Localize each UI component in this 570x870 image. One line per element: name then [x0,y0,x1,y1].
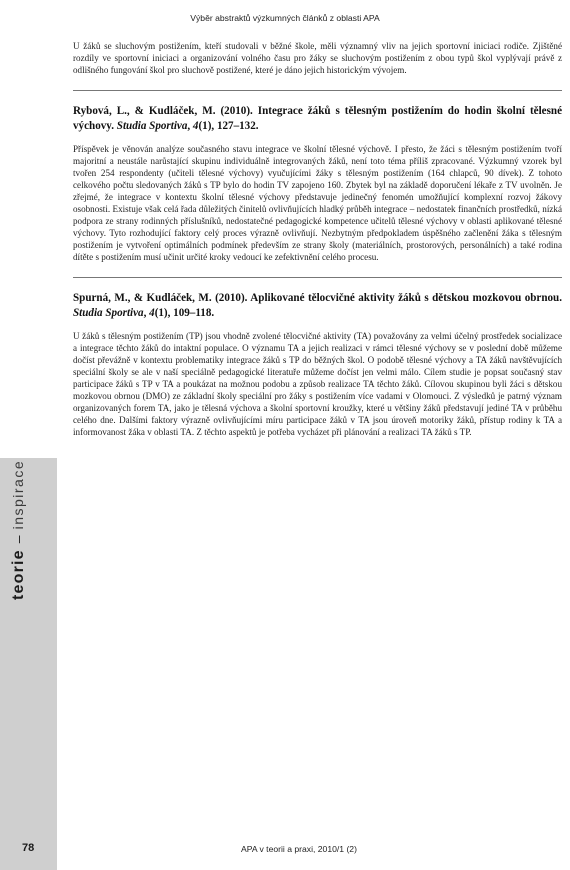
page-number: 78 [22,842,35,854]
reference-authors-title: Spurná, M., & Kudláček, M. (2010). Aplikované tělocvičné aktivity žáků s dětskou mozkovou obrnou. [73,292,562,304]
intro-paragraph: U žáků se sluchovým postižením, kteří studovali v běžné škole, měli významný vliv na jejich sportovní iniciaci rodiče. Zjištěné rozdíly ve sportovní iniciaci a organizování volného času pro žáky se sluchovým postižením z obou typů škol vyplývají právě z odlišného fungování škol pro sluchově postižené, které je dáno jejich historickým vývojem. [73,41,562,75]
section-sidebar [0,458,57,870]
section-divider [73,90,562,91]
section-divider [73,277,562,278]
reference-issue-pages: (1), 127–132. [198,120,259,132]
reference-journal: Studia Sportiva [116,120,188,132]
reference-volume: 4 [192,120,199,132]
article-reference: Spurná, M., & Kudláček, M. (2010). Aplikované tělocvičné aktivity žáků s dětskou mozkovou obrnou. Studia Sportiva, 4(1), 109–118. [73,292,562,319]
reference-issue-pages: (1), 109–118. [154,307,215,319]
page-content [73,40,562,438]
section-label [10,460,28,600]
running-head: Výběr abstraktů výzkumných článků z oblasti APA [190,13,380,23]
article-abstract: U žáků s tělesným postižením (TP) jsou vhodně zvolené tělocvičné aktivity (TA) považovány za velmi účelný prostředek socializace a integrace těchto žáků do intaktní populace. O významu TA a jejich realizaci v rámci tělesné výchovy se v poslední době můžeme dočíst převážně v kontextu problematiky integrace žáků s TP do běžných škol. O podobě tělesné výchovy a TA žáků navštěvujících speciální školy se ale v naší speciálně pedagogické literatuře můžeme dočíst jen velmi málo. Cílem studie je popsat současný stav participace žáků s TP v TA a poukázat na možnou podobu a způsob realizace TA těchto žáků. Cílovou skupinou byli žáci s dětskou mozkovou obrnou (DMO) ze základní školy speciální pro žáky s postižením více vadami v Olomouci. Z výsledků je patrný význam organizovaných forem TA, jako je tělesná výchova a školní sportovní kroužky, které u většiny žáků představují jediné TA v průběhu celého dne. Dalšími faktory výrazně ovlivňujícími míru participace žáků v TA jsou úroveň motoriky žáků, přístup rodiny k TA a informovanost žáka v oblasti TA. Z těchto aspektů je potřeba vycházet při plánování a realizaci TA žáků s TP. [73,331,562,437]
reference-authors-title: Rybová, L., & Kudláček, M. (2010). Integrace žáků s tělesným postižením do hodin školní tělesné výchovy. [73,105,562,132]
section-label-bold: teorie [10,549,27,600]
reference-volume: 4 [149,307,155,319]
reference-journal: Studia Sportiva [73,307,144,319]
section-label-separator: – [10,535,26,544]
article-reference: Rybová, L., & Kudláček, M. (2010). Integrace žáků s tělesným postižením do hodin školní tělesné výchovy. Studia Sportiva, 4(1), 127–132. [73,105,562,132]
journal-footer: APA v teorii a praxi, 2010/1 (2) [241,844,357,854]
section-label-light: inspirace [10,459,26,530]
article-abstract: Příspěvek je věnován analýze současného stavu integrace ve školní tělesné výchově. I přesto, že žáci s tělesným postižením tvoří majoritní a neustále narůstající skupinu individuálně integrovaných žáků, není toto téma příliš zpracované. Výzkumný vzorek byl tvořen 254 respondenty (učiteli tělesné výchovy) vyučujícími žáky s tělesným postižením (164 chlapců, 90 dívek). Z tohoto celkového počtu sledovaných žáků s TP bylo do hodin TV zapojeno 160. Zbytek byl na základě doporučení lékaře z TV uvolněn. Je zřejmé, že integrace v kontextu školní tělesné výchovy představuje jedinečný fenomén umožňující komplexní rozvoj žákovy osobnosti. Existuje však celá řada důležitých činitelů ovlivňujících hladký průběh integrace – nedostatek finančních prostředků, nízká podpora ze strany rodinných příslušníků, nedostatečné pedagogické kompetence učitelů tělesné výchovy v oblasti aplikované tělesné výchovy. Tyto rozhodující faktory celý proces výrazně ovlivňují. Nezbytným předpokladem úspěšného začlenění žáka s tělesným postižením je vytvoření optimálních podmínek především ze strany školy (materiálních, prostorových, personálních) a také rodina dítěte s postižením musí učinit určité kroky vedoucí ke zefektivnění celého procesu. [73,144,562,262]
